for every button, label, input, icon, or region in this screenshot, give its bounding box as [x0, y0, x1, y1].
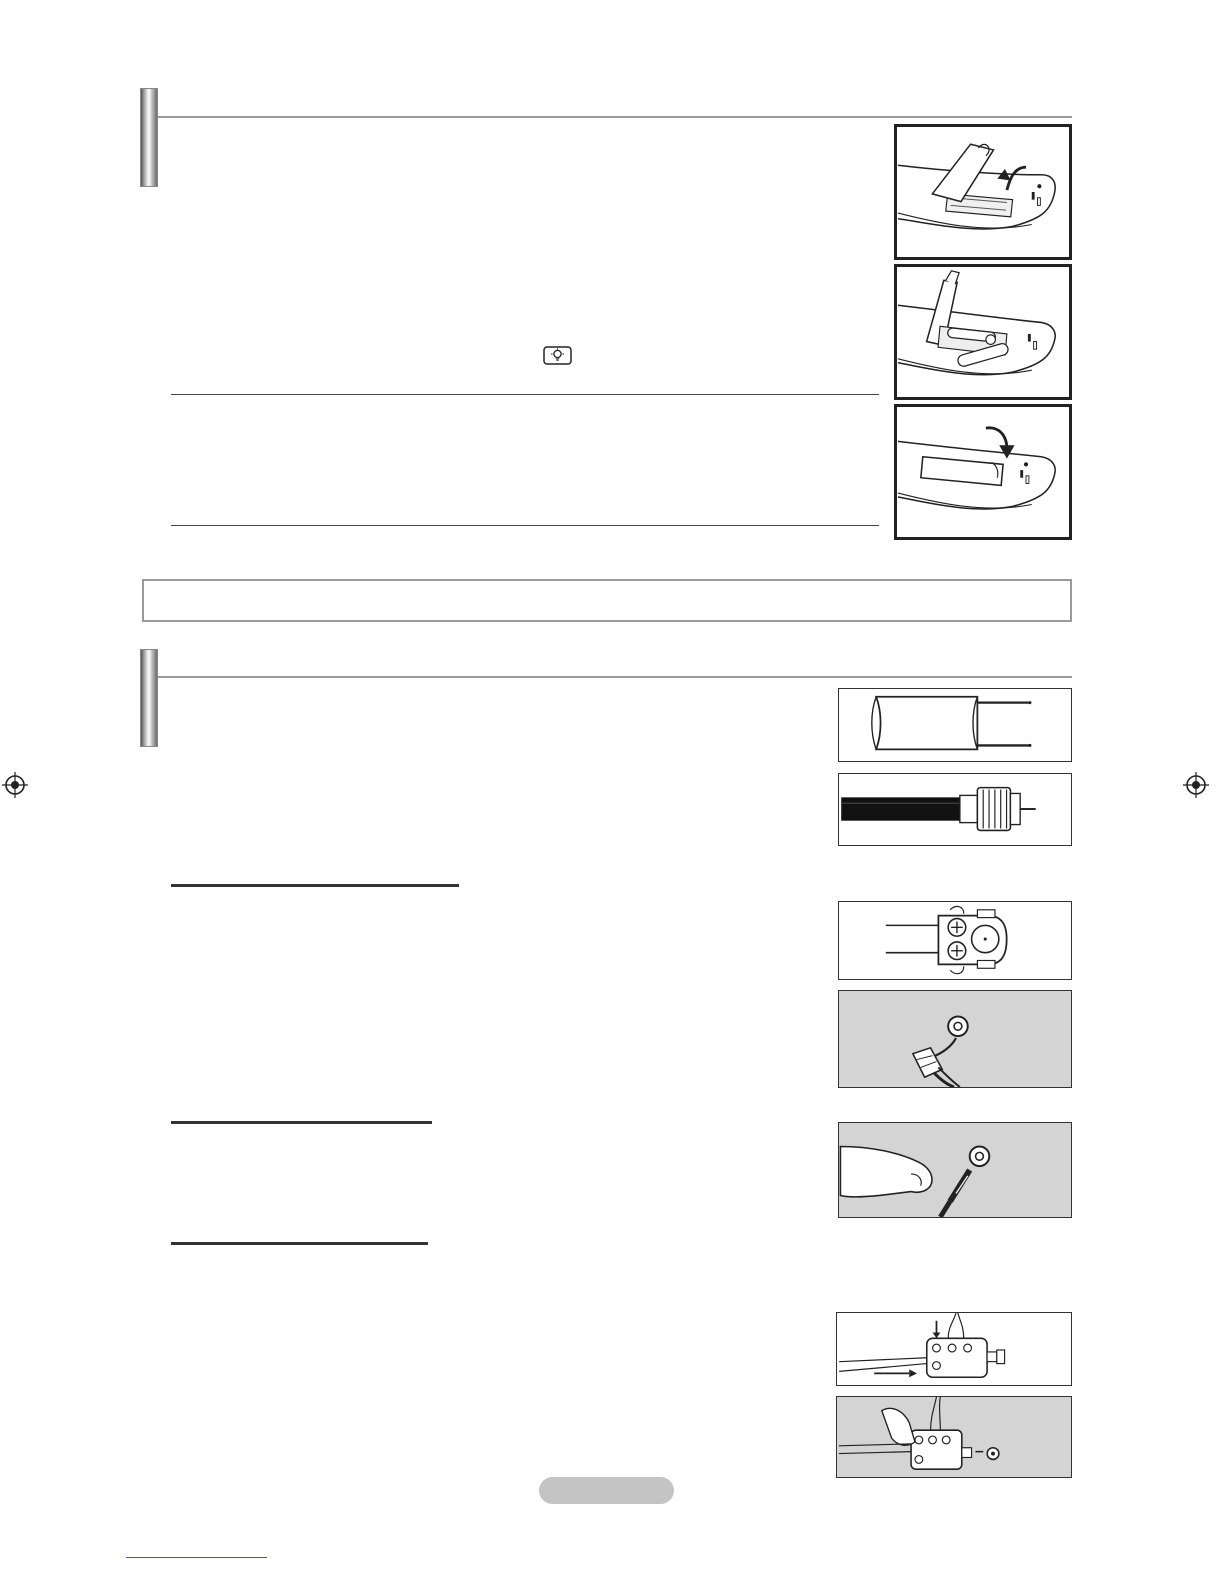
figure-plug-adapter	[838, 990, 1072, 1088]
registration-mark-icon	[1183, 772, 1209, 798]
note-rule-top	[171, 394, 879, 395]
subheading-underline	[171, 1121, 432, 1124]
figure-coax-to-terminal	[838, 1122, 1072, 1218]
section-marker-bar	[140, 649, 158, 747]
figure-insert-batteries	[894, 264, 1072, 400]
figure-splitter-plug	[836, 1396, 1072, 1478]
subheading-underline	[171, 1242, 428, 1245]
footer-link-underline[interactable]	[126, 1557, 267, 1558]
figure-flat-twin-lead	[838, 688, 1072, 762]
subheading-underline	[171, 884, 459, 887]
registration-mark-icon	[2, 772, 28, 798]
light-button-icon	[543, 346, 572, 365]
figure-close-battery-cover	[894, 404, 1072, 540]
section-header-rule	[158, 676, 1072, 678]
chapter-title-box	[142, 579, 1072, 622]
section-header-rule	[158, 116, 1072, 118]
section-marker-bar	[140, 88, 158, 187]
page-number-pill	[539, 1477, 674, 1504]
figure-open-battery-cover	[894, 124, 1072, 260]
figure-coaxial-cable	[838, 773, 1072, 846]
figure-splitter-connect	[836, 1312, 1072, 1386]
figure-screw-terminals	[838, 901, 1072, 980]
note-rule-bottom	[171, 525, 879, 526]
